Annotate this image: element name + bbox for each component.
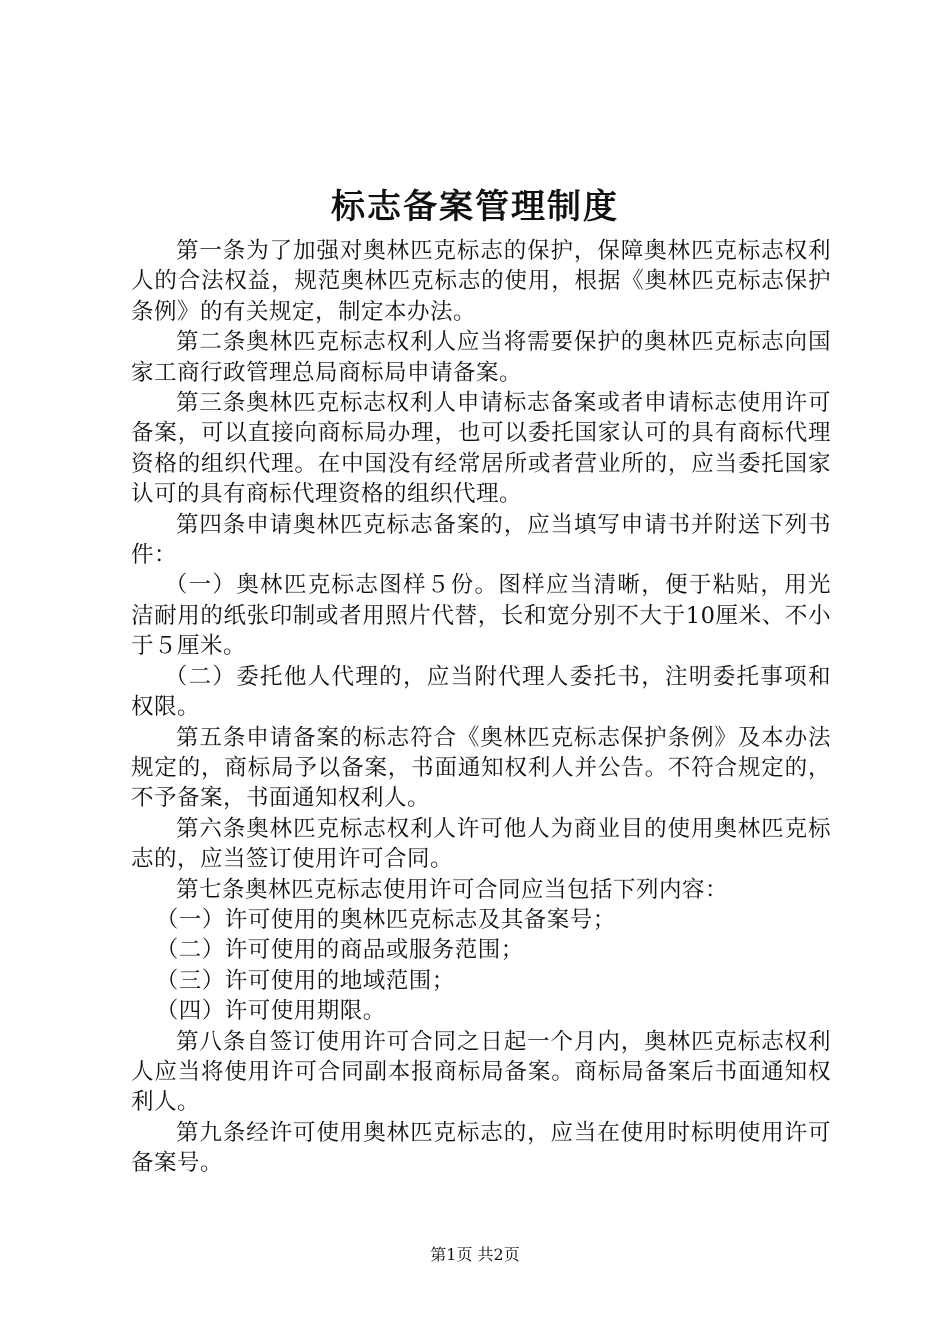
article-7-item-1: （一）许可使用的奥林匹克标志及其备案号； [155, 906, 616, 933]
article-7: 第七条奥林匹克标志使用许可合同应当包括下列内容： [176, 876, 729, 903]
article-4-item-2: （二）委托他人代理的，应当附代理人委托书，注明委托事项和权限。 [131, 663, 831, 721]
article-2: 第二条奥林匹克标志权利人应当将需要保护的奥林匹克标志向国家工商行政管理总局商标局申请备案。 [131, 329, 831, 386]
document-title: 标志备案管理制度 [331, 187, 619, 227]
article-9: 第九条经许可使用奥林匹克标志的，应当在使用时标明使用许可备案号。 [131, 1119, 831, 1177]
article-4: 第四条申请奥林匹克标志备案的，应当填写申请书并附送下列书件： [131, 511, 831, 569]
article-1: 第一条为了加强对奥林匹克标志的保护，保障奥林匹克标志权利人的合法权益，规范奥林匹克标志的使用，根据《奥林匹克标志保护条例》的有关规定，制定本办法。 [131, 238, 831, 325]
article-3: 第三条奥林匹克标志权利人申请标志备案或者申请标志使用许可备案，可以直接向商标局办理，也可以委托国家认可的具有商标代理资格的组织代理。在中国没有经常居所或者营业所的，应当委托国家认可的具有商标代理资格的组织代理。 [131, 390, 831, 508]
article-4-item-1: （一）奥林匹克标志图样５份。图样应当清晰，便于粘贴，用光洁耐用的纸张印制或者用照片代替，长和宽分别不大于10厘米、不小于５厘米。 [131, 572, 831, 660]
article-5: 第五条申请备案的标志符合《奥林匹克标志保护条例》及本办法规定的，商标局予以备案，书面通知权利人并公告。不符合规定的，不予备案，书面通知权利人。 [131, 724, 831, 812]
page-footer: 第1页 共2页 [430, 1245, 520, 1264]
article-7-item-3: （三）许可使用的地域范围； [155, 967, 455, 994]
article-8: 第八条自签订使用许可合同之日起一个月内，奥林匹克标志权利人应当将使用许可合同副本报商标局备案。商标局备案后书面通知权利人。 [131, 1028, 831, 1116]
article-6: 第六条奥林匹克标志权利人许可他人为商业目的使用奥林匹克标志的，应当签订使用许可合同。 [131, 815, 831, 873]
article-7-item-2: （二）许可使用的商品或服务范围； [155, 937, 524, 964]
article-7-item-4: （四）许可使用期限。 [155, 998, 386, 1025]
document-body [131, 236, 831, 1179]
